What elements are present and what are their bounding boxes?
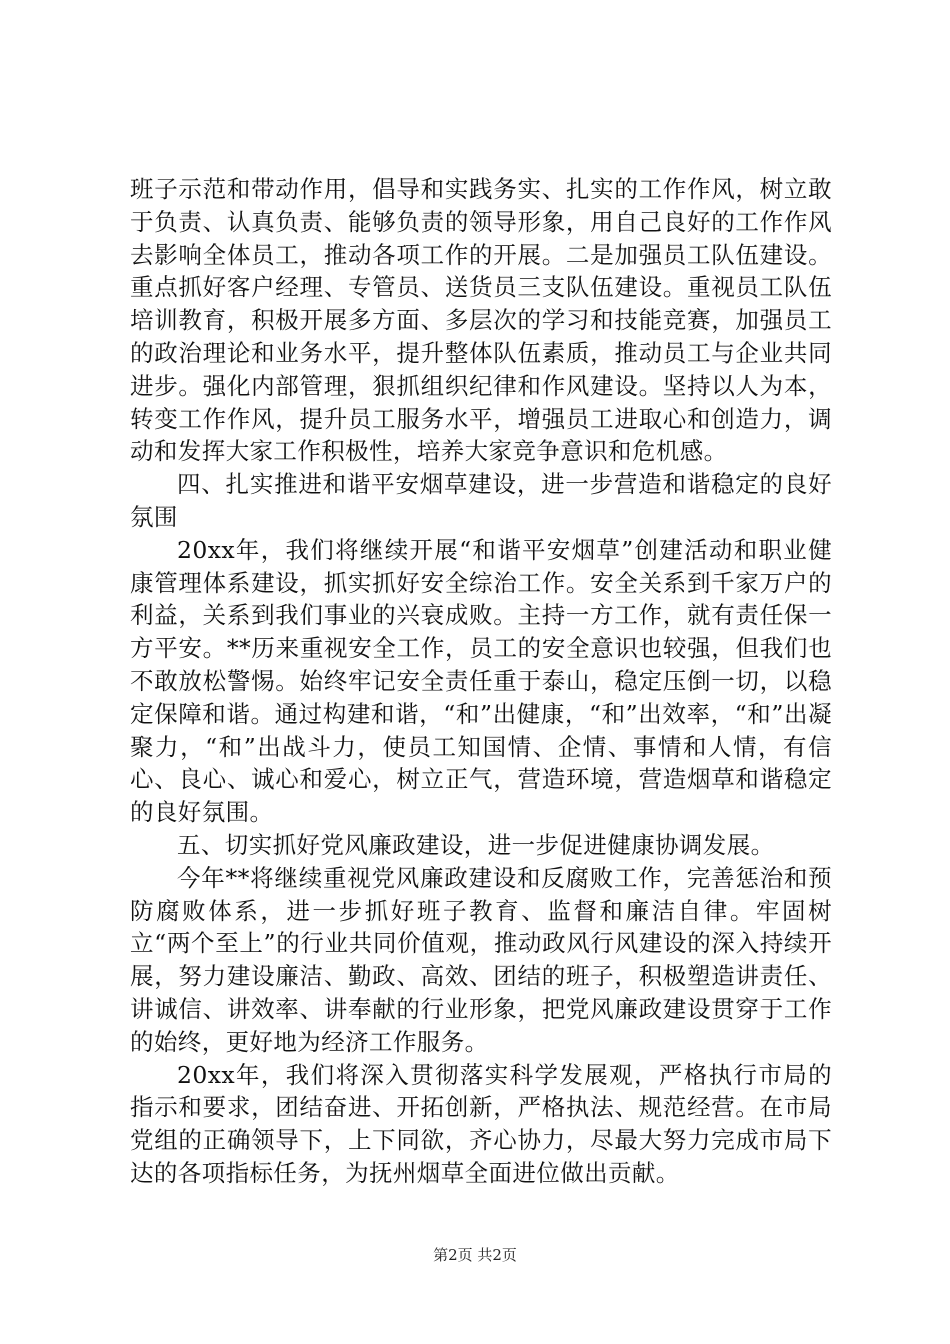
paragraph-team-building: 班子示范和带动作用，倡导和实践务实、扎实的工作作风，树立敢于负责、认真负责、能够负责的领导形象，用自己良好的工作作风去影响全体员工，推动各项工作的开展。二是加强员工队伍建设。重点抓好客户经理、专管员、送货员三支队伍建设。重视员工队伍培训教育，积极开展多方面、多层次的学习和技能竞赛，加强员工的政治理论和业务水平，提升整体队伍素质，推动员工与企业共同进步。强化内部管理，狠抓组织纪律和作风建设。坚持以人为本，转变工作作风，提升员工服务水平，增强员工进取心和创造力，调动和发挥大家工作积极性，培养大家竞争意识和危机感。 — [130, 175, 832, 466]
section-heading-integrity: 五、切实抓好党风廉政建设，进一步促进健康协调发展。 — [177, 830, 775, 859]
document-body — [130, 173, 832, 1190]
page-number-footer: 第2页 共2页 — [433, 1246, 517, 1264]
section-heading-safety: 四、扎实推进和谐平安烟草建设，进一步营造和谐稳定的良好氛围 — [130, 470, 832, 531]
paragraph-integrity: 今年**将继续重视党风廉政建设和反腐败工作，完善惩治和预防腐败体系，进一步抓好班子教育、监督和廉洁自律。牢固树立“两个至上”的行业共同价值观，推动政风行风建设的深入持续开展，努力建设廉洁、勤政、高效、团结的班子，积极塑造讲责任、讲诚信、讲效率、讲奉献的行业形象，把党风廉政建设贯穿于工作的始终，更好地为经济工作服务。 — [130, 863, 832, 1056]
paragraph-conclusion: 20xx年，我们将深入贯彻落实科学发展观，严格执行市局的指示和要求，团结奋进、开拓创新，严格执法、规范经营。在市局党组的正确领导下，上下同欲，齐心协力，尽最大努力完成市局下达的各项指标任务，为抚州烟草全面进位做出贡献。 — [130, 1060, 832, 1187]
paragraph-safety: 20xx年，我们将继续开展“和谐平安烟草”创建活动和职业健康管理体系建设，抓实抓好安全综治工作。安全关系到千家万户的利益，关系到我们事业的兴衰成败。主持一方工作，就有责任保一方平安。**历来重视安全工作，员工的安全意识也较强，但我们也不敢放松警惕。始终牢记安全责任重于泰山，稳定压倒一切，以稳定保障和谐。通过构建和谐，“和”出健康，“和”出效率，“和”出凝聚力，“和”出战斗力，使员工知国情、企情、事情和人情，有信心、良心、诚心和爱心，树立正气，营造环境，营造烟草和谐稳定的良好氛围。 — [130, 535, 832, 827]
